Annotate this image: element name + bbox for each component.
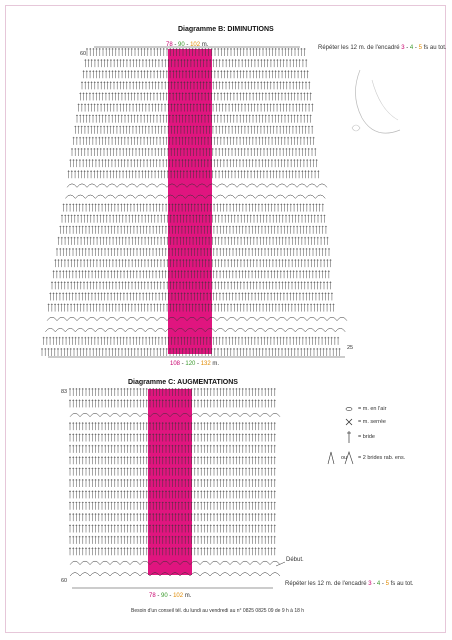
count-size2: 90	[161, 593, 168, 599]
legend-chain: = m. en l'air	[358, 406, 387, 412]
count-size2: 120	[185, 361, 196, 367]
count-size1: 78	[149, 593, 156, 599]
decorative-illustration	[352, 70, 400, 133]
diagram-b-bottom-counts: 108 - 120 - 132 m.	[170, 361, 220, 367]
repeat-suffix: fs au tot.	[388, 581, 414, 587]
count-suffix: m.	[183, 593, 192, 599]
diagram-b-grid	[41, 48, 347, 356]
legend-single: = m. serrée	[358, 419, 386, 425]
count-size3: 102	[173, 593, 184, 599]
legend-or: ou	[341, 455, 348, 461]
count-suffix: m.	[200, 42, 209, 48]
diagram-c-grid	[69, 388, 280, 576]
repeat-b: 4	[376, 581, 381, 587]
diagram-b-title: Diagramme B: DIMINUTIONS	[178, 26, 274, 33]
repeat-c: 5	[418, 45, 422, 51]
repeat-a: 3	[368, 581, 372, 587]
start-label: Début.	[286, 557, 304, 563]
count-suffix: m.	[210, 361, 220, 367]
repeat-suffix: fs au tot.	[421, 45, 447, 51]
repeat-prefix: Répéter les 12 m. de l'encadré	[318, 45, 402, 51]
diagram-b-row-bottom: 25	[347, 345, 354, 351]
repeat-c: 5	[385, 581, 389, 587]
count-size3: 132	[200, 361, 211, 367]
legend-two-doubles: = 2 brides rab. ens.	[358, 455, 406, 461]
count-size1: 78	[166, 42, 173, 48]
count-size2: 90	[178, 42, 185, 48]
diagram-c-title: Diagramme C: AUGMENTATIONS	[128, 379, 238, 386]
repeat-a: 3	[401, 45, 405, 51]
diagram-c-row-bottom: 60	[61, 578, 68, 584]
footer-text: Besoin d'un conseil tél. du lundi au vendredi au n° 0825 0825 09 de 9 h à 18 h	[131, 608, 305, 614]
diagram-b-top-counts: 78 - 90 - 102 m.	[166, 42, 209, 48]
legend-double: = bride	[358, 434, 375, 440]
count-size3: 102	[190, 42, 201, 48]
repeat-prefix: Répéter les 12 m. de l'encadré	[285, 581, 369, 587]
diagram-c-row-top: 83	[61, 389, 68, 395]
repeat-b: 4	[409, 45, 414, 51]
diagram-b-row-top: 60	[80, 51, 87, 57]
diagram-c-bottom-counts: 78 - 90 - 102 m.	[149, 593, 192, 599]
diagram-c-repeat-note: Répéter les 12 m. de l'encadré 3 - 4 - 5 fs au tot.	[285, 581, 414, 587]
count-size1: 108	[170, 361, 181, 367]
diagram-b-repeat-note: Répéter les 12 m. de l'encadré 3 - 4 - 5 fs au tot.	[318, 45, 447, 51]
